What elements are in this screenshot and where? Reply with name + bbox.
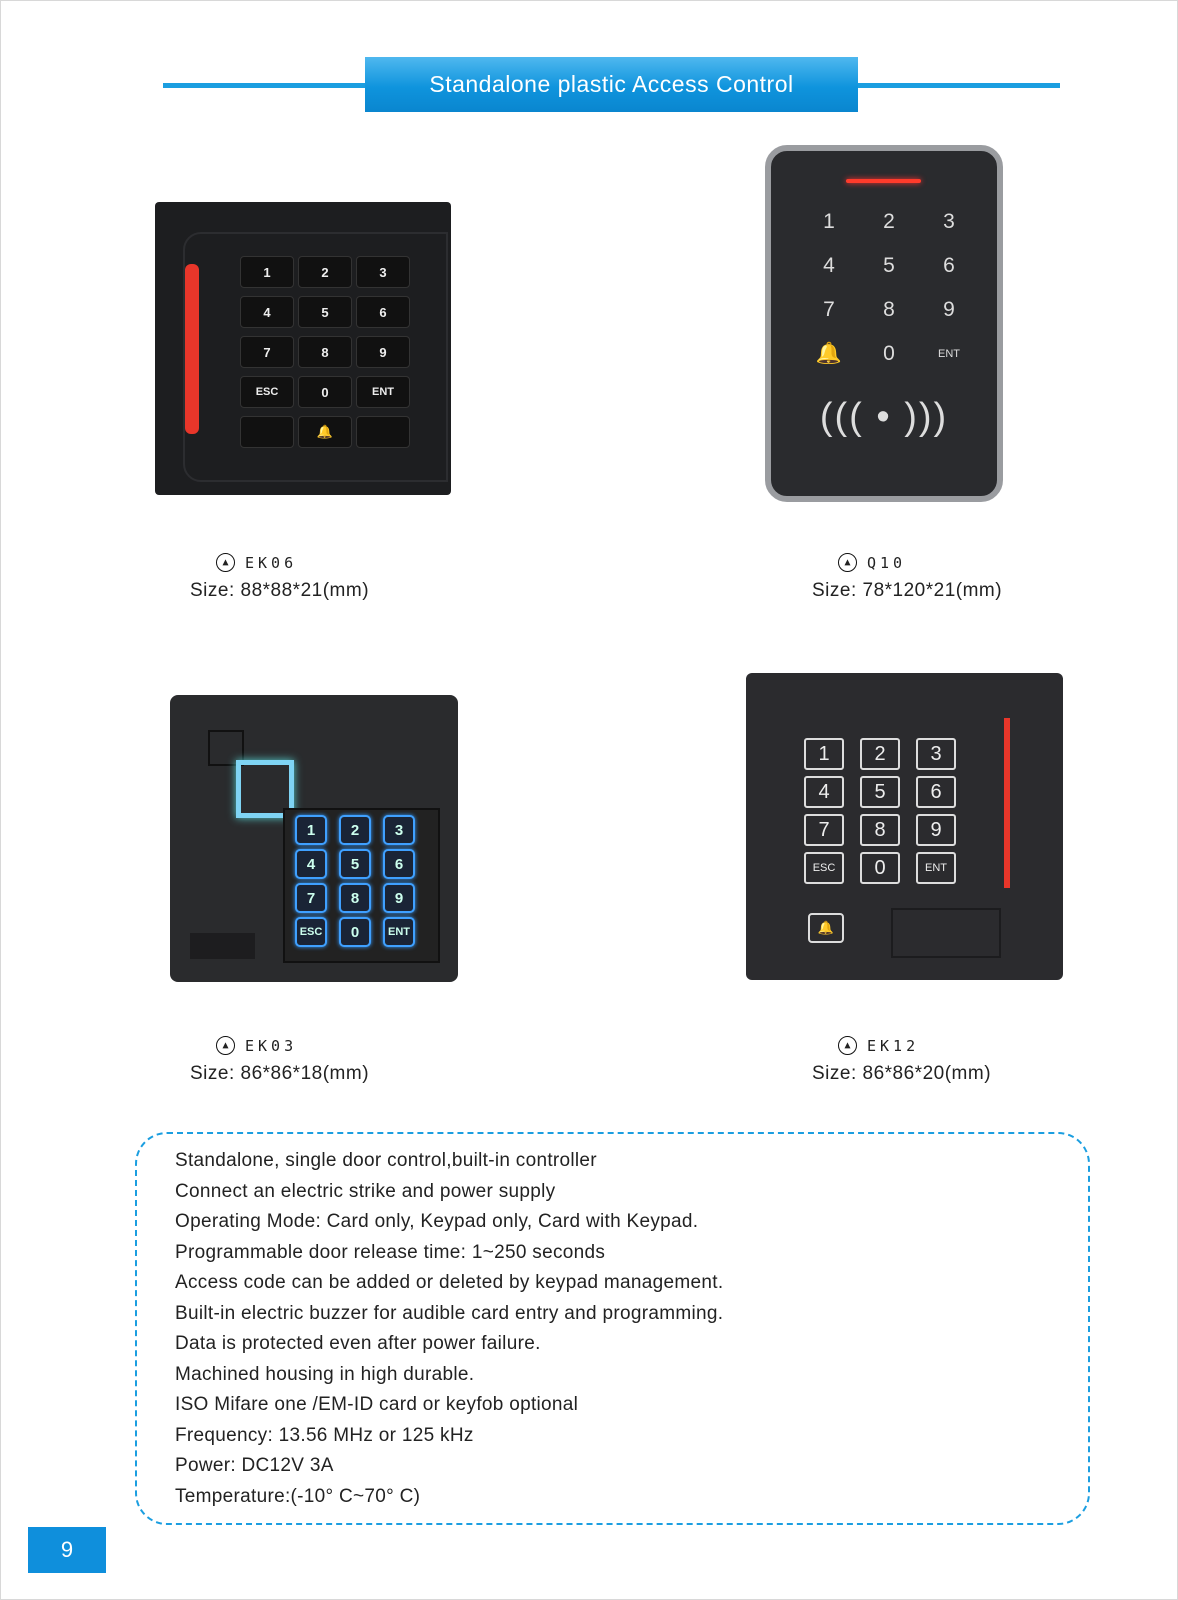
triangle-bullet-icon: ▲ <box>838 553 857 572</box>
page-number: 9 <box>28 1527 106 1573</box>
keypad-key: 6 <box>943 254 955 277</box>
keypad-key: 5 <box>883 254 895 277</box>
feature-item: Built-in electric buzzer for audible card entry and programming. <box>175 1302 724 1324</box>
red-led-strip <box>1004 718 1010 888</box>
keypad-key: 7 <box>240 336 294 368</box>
keypad-key: 4 <box>804 776 844 808</box>
keypad-key: 🔔 <box>815 342 843 365</box>
triangle-bullet-icon: ▲ <box>216 1036 235 1055</box>
features-list <box>175 1146 723 1512</box>
keypad-key: 6 <box>356 296 410 328</box>
rf-card-symbol: ((( • ))) <box>819 396 949 438</box>
keypad-key: 1 <box>295 815 327 845</box>
red-led-strip <box>185 264 199 434</box>
feature-item: ISO Mifare one /EM-ID card or keyfob optional <box>175 1394 579 1415</box>
keypad-key: 8 <box>860 814 900 846</box>
keypad-key: 2 <box>339 815 371 845</box>
size-text: Size: 78*120*21(mm) <box>812 580 1003 601</box>
keypad-key: 3 <box>916 738 956 770</box>
keypad-key: 1 <box>240 256 294 288</box>
feature-item: Frequency: 13.56 MHz or 125 kHz <box>175 1424 474 1446</box>
keypad-key: ESC <box>240 376 294 408</box>
triangle-bullet-icon: ▲ <box>838 1036 857 1055</box>
keypad-key: 5 <box>339 849 371 879</box>
keypad-key: 6 <box>916 776 956 808</box>
keypad-key: ENT <box>383 917 415 947</box>
caption-q10 <box>812 553 1002 602</box>
header-line-left <box>163 83 368 88</box>
caption-ek12 <box>812 1036 991 1085</box>
keypad-key <box>356 416 410 448</box>
feature-item: Standalone, single door control,built-in controller <box>175 1150 597 1171</box>
keypad-key: 5 <box>860 776 900 808</box>
size-text: Size: 86*86*18(mm) <box>190 1063 370 1084</box>
keypad-key: 9 <box>943 298 955 321</box>
keypad-key: 9 <box>356 336 410 368</box>
keypad-key: 7 <box>804 814 844 846</box>
product-image-ek06 <box>155 202 451 495</box>
keypad-key: 3 <box>383 815 415 845</box>
keypad-key: 2 <box>860 738 900 770</box>
product-image-q10 <box>765 145 1003 502</box>
feature-item: Access code can be added or deleted by keypad management. <box>175 1272 724 1293</box>
model-name: Q10 <box>867 553 907 572</box>
caption-ek03 <box>190 1036 369 1085</box>
keypad-key: 4 <box>295 849 327 879</box>
keypad-key: 8 <box>298 336 352 368</box>
keypad-key: 4 <box>823 254 835 277</box>
keypad-key: 7 <box>823 298 835 321</box>
keypad-key: 8 <box>883 298 895 321</box>
feature-item: Operating Mode: Card only, Keypad only, Card with Keypad. <box>175 1211 699 1232</box>
keypad-key: 1 <box>804 738 844 770</box>
keypad-key: 0 <box>339 917 371 947</box>
model-name: EK06 <box>245 553 298 572</box>
keypad-key: 7 <box>295 883 327 913</box>
keypad-key: ENT <box>938 348 960 360</box>
keypad-key: 1 <box>823 210 835 233</box>
keypad-key: 9 <box>383 883 415 913</box>
keypad-key: 8 <box>339 883 371 913</box>
keypad-key: 0 <box>860 852 900 884</box>
keypad-key <box>240 416 294 448</box>
model-name: EK03 <box>245 1036 298 1055</box>
doorbell-key: 🔔 <box>808 913 844 943</box>
keypad-key: 2 <box>883 210 895 233</box>
triangle-bullet-icon: ▲ <box>216 553 235 572</box>
red-led <box>846 179 921 183</box>
keypad-key: ESC <box>804 852 844 884</box>
keypad-key: 3 <box>356 256 410 288</box>
keypad-key: ENT <box>916 852 956 884</box>
product-image-ek03 <box>170 695 458 982</box>
keypad-key: 6 <box>383 849 415 879</box>
product-image-ek12 <box>746 673 1063 980</box>
feature-item: Machined housing in high durable. <box>175 1363 475 1385</box>
keypad-key: ESC <box>295 917 327 947</box>
size-text: Size: 88*88*21(mm) <box>190 580 370 601</box>
keypad-key: ENT <box>356 376 410 408</box>
feature-item: Power: DC12V 3A <box>175 1455 334 1476</box>
keypad-key: 🔔 <box>298 416 352 448</box>
caption-ek06 <box>190 553 369 602</box>
feature-item: Temperature:(-10° C~70° C) <box>175 1485 421 1507</box>
keypad-key: 2 <box>298 256 352 288</box>
header-line-right <box>855 83 1060 88</box>
model-name: EK12 <box>867 1036 920 1055</box>
feature-item: Connect an electric strike and power supply <box>175 1180 556 1202</box>
keypad-key: 0 <box>298 376 352 408</box>
keypad-key: 9 <box>916 814 956 846</box>
keypad-key: 0 <box>883 342 895 365</box>
page-title: Standalone plastic Access Control <box>365 57 858 112</box>
feature-item: Data is protected even after power failure. <box>175 1333 541 1354</box>
feature-item: Programmable door release time: 1~250 seconds <box>175 1241 606 1263</box>
keypad-key: 4 <box>240 296 294 328</box>
keypad-key: 3 <box>943 210 955 233</box>
keypad-key: 5 <box>298 296 352 328</box>
size-text: Size: 86*86*20(mm) <box>812 1063 992 1084</box>
